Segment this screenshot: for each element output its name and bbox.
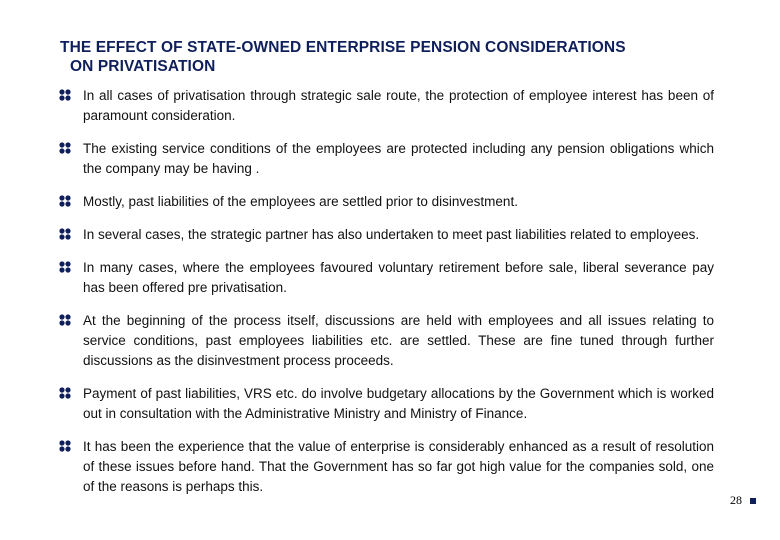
bullet-text: At the beginning of the process itself, discussions are held with employees and all issues relating to service conditions, past employees liabilities etc. are settled. These are fine tuned through further discussions as the disinvestment process proceeds. bbox=[83, 313, 714, 368]
bullet-text: In many cases, where the employees favoured voluntary retirement before sale, liberal severance pay has been offered pre privatisation. bbox=[83, 260, 714, 295]
bullet-item bbox=[58, 311, 714, 371]
bullet-item bbox=[58, 86, 714, 126]
bullet-text: It has been the experience that the value of enterprise is considerably enhanced as a result of resolution of these issues before hand. That the Government has so far got high value for the companies sold, one of the reasons is perhaps this. bbox=[83, 439, 714, 494]
title-line-2: ON PRIVATISATION bbox=[70, 58, 216, 75]
diamond-bullet-icon bbox=[58, 227, 72, 241]
bullet-item bbox=[58, 139, 714, 179]
diamond-bullet-icon bbox=[58, 88, 72, 102]
bullet-list bbox=[58, 86, 714, 510]
bullet-text: In several cases, the strategic partner has also undertaken to meet past liabilities related to employees. bbox=[83, 227, 700, 242]
bullet-item bbox=[58, 225, 714, 245]
bullet-item bbox=[58, 437, 714, 497]
diamond-bullet-icon bbox=[58, 386, 72, 400]
slide-title bbox=[60, 38, 740, 76]
bullet-text: The existing service conditions of the employees are protected including any pension obligations which the company may be having . bbox=[83, 141, 714, 176]
diamond-bullet-icon bbox=[58, 439, 72, 453]
page-number-text: 28 bbox=[730, 493, 742, 507]
diamond-bullet-icon bbox=[58, 194, 72, 208]
diamond-bullet-icon bbox=[58, 141, 72, 155]
bullet-item bbox=[58, 258, 714, 298]
square-marker-icon bbox=[750, 498, 756, 504]
bullet-text: Payment of past liabilities, VRS etc. do involve budgetary allocations by the Government which is worked out in consultation with the Administrative Ministry and Ministry of Finance. bbox=[83, 386, 714, 421]
bullet-item bbox=[58, 192, 714, 212]
diamond-bullet-icon bbox=[58, 260, 72, 274]
bullet-text: Mostly, past liabilities of the employees are settled prior to disinvestment. bbox=[83, 194, 518, 209]
page-number bbox=[730, 493, 756, 508]
bullet-item bbox=[58, 384, 714, 424]
bullet-text: In all cases of privatisation through strategic sale route, the protection of employee interest has been of paramount consideration. bbox=[83, 88, 714, 123]
diamond-bullet-icon bbox=[58, 313, 72, 327]
title-line-1: THE EFFECT OF STATE-OWNED ENTERPRISE PENSION CONSIDERATIONS bbox=[60, 39, 626, 56]
